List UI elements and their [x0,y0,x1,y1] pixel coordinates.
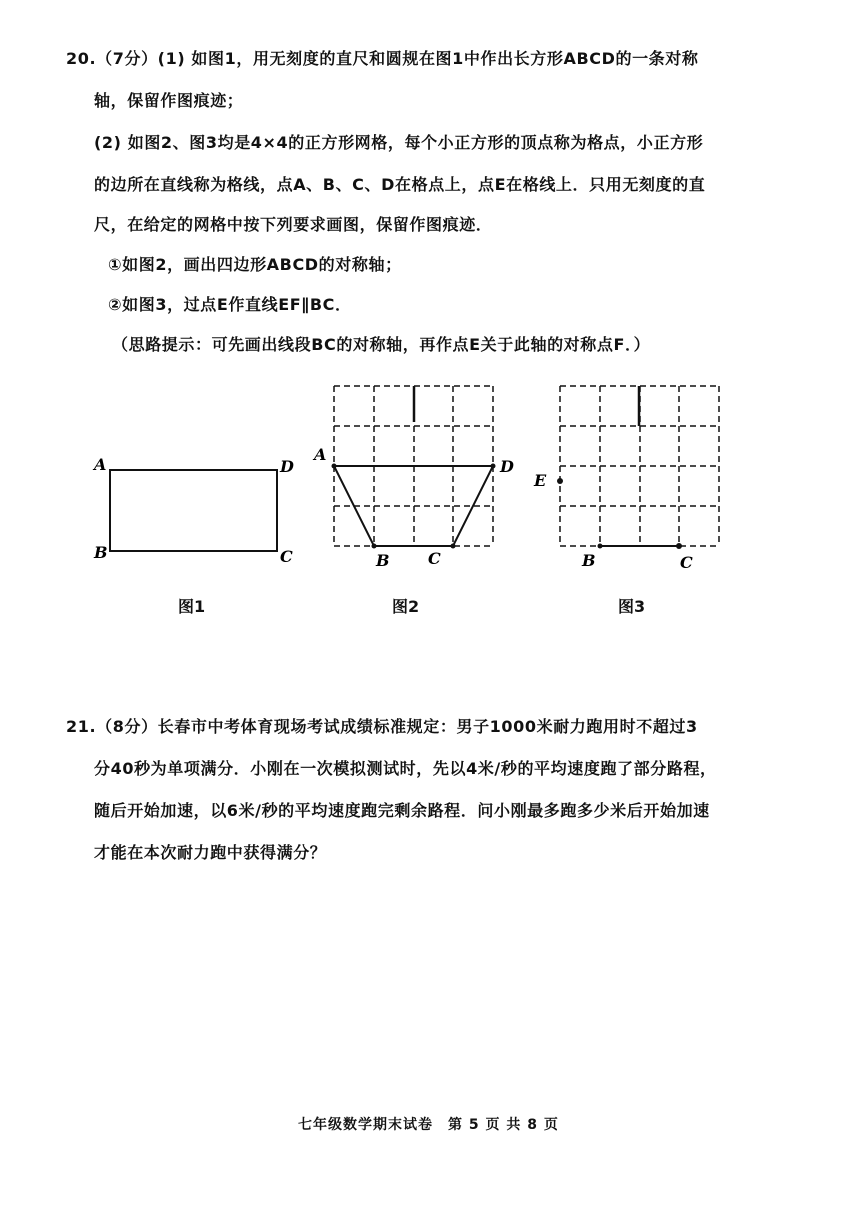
q21-line3: 随后开始加速，以6米/秒的平均速度跑完剩余路程．问小刚最多跑多少米后开始加速 [94,801,710,820]
fig3-label-e: E [534,471,547,490]
q20-sub2: ②如图3，过点E作直线EF∥BC． [108,295,352,314]
q20-line5: 尺，在给定的网格中按下列要求画图，保留作图痕迹． [94,215,493,234]
q20-line4: 的边所在直线称为格线，点A、B、C、D在格点上，点E在格线上．只用无刻度的直 [94,175,706,194]
fig2-label-a: A [314,445,327,464]
point-e [557,478,563,484]
fig3-label-c: C [680,553,693,572]
figure-2 [310,378,530,578]
fig1-label-b: B [94,543,108,562]
q21-line2: 分40秒为单项满分．小刚在一次模拟测试时，先以4米/秒的平均速度跑了部分路程， [94,759,717,778]
figure-1 [90,440,310,580]
fig3-caption: 图3 [618,597,646,616]
fig2-label-b: B [376,551,390,570]
fig1-label-c: C [280,547,293,566]
fig3-label-b: B [582,551,596,570]
q20-line1: 20.（7分）(1) 如图1，用无刻度的直尺和圆规在图1中作出长方形ABCD的一条对称 [66,49,699,68]
rectangle-abcd [110,470,277,551]
fig2-label-c: C [428,549,441,568]
fig1-label-a: A [94,455,107,474]
q21-line4: 才能在本次耐力跑中获得满分？ [94,843,327,862]
q20-line2: 轴，保留作图痕迹； [94,91,244,110]
q20-hint: （思路提示：可先画出线段BC的对称轴，再作点E关于此轴的对称点F．） [112,335,651,354]
q21-line1: 21.（8分）长春市中考体育现场考试成绩标准规定：男子1000米耐力跑用时不超过3 [66,717,698,736]
fig2-label-d: D [500,457,514,476]
fig1-caption: 图1 [178,597,206,616]
figure-3 [528,378,748,578]
q20-line3: (2) 如图2、图3均是4×4的正方形网格，每个小正方形的顶点称为格点，小正方形 [94,133,704,152]
fig1-label-d: D [280,457,294,476]
page-footer: 七年级数学期末试卷 第 5 页 共 8 页 [298,1117,559,1133]
q20-sub1: ①如图2，画出四边形ABCD的对称轴； [108,255,402,274]
fig2-caption: 图2 [392,597,420,616]
